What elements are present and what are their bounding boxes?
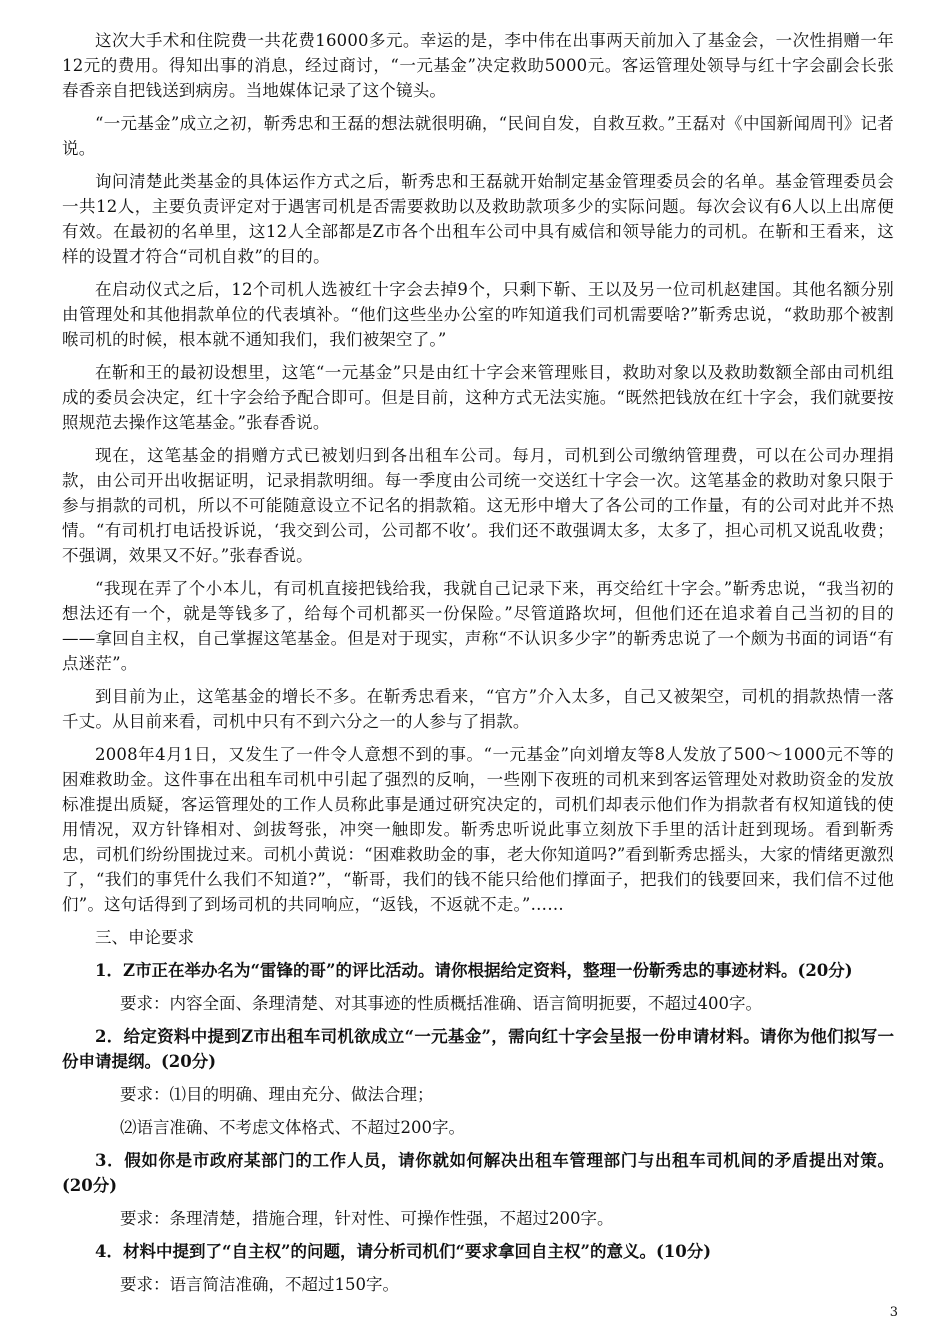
question-4-requirement: 要求：语言简洁准确，不超过150字。 bbox=[120, 1275, 399, 1294]
paragraph-launch-ceremony: 在启动仪式之后，12个司机人选被红十字会去掉9个，只剩下靳、王以及另一位司机赵建国。其他名额分别由管理处和其他捐款单位的代表填补。“他们这些坐办公室的咋知道我们司机需要啥?”靳秀忠说，“救助那个被割喉司机的时候，根本就不通知我们，我们被架空了。” bbox=[62, 280, 894, 349]
section-heading: 三、申论要求 bbox=[95, 928, 194, 947]
question-4: 4．材料中提到了“自主权”的问题，请分析司机们“要求拿回自主权”的意义。(10分) bbox=[95, 1242, 712, 1261]
question-3: 3．假如你是市政府某部门的工作人员，请你就如何解决出租车管理部门与出租车司机间的矛盾提出对策。(20分) bbox=[62, 1151, 894, 1195]
paragraph-notebook: “我现在弄了个小本儿，有司机直接把钱给我，我就自己记录下来，再交给红十字会。”靳秀忠说，“我当初的想法还有一个，就是等钱多了，给每个司机都买一份保险。”尽管道路坎坷，但他们还在追求着自己当初的目的——拿回自主权，自己掌握这笔基金。但是对于现实，声称“不认识多少字”的靳秀忠说了一个颇为书面的词语“有点迷茫”。 bbox=[62, 579, 894, 673]
page-number: 3 bbox=[889, 1305, 898, 1320]
document-page bbox=[62, 28, 894, 1305]
question-2-requirement-2: ⑵语言准确、不考虑文体格式、不超过200字。 bbox=[120, 1118, 465, 1137]
question-2-requirement-1: 要求：⑴目的明确、理由充分、做法合理； bbox=[120, 1085, 434, 1104]
paragraph-fund-founding-idea: “一元基金”成立之初，靳秀忠和王磊的想法就很明确，“民间自发，自救互救。”王磊对《中国新闻周刊》记者说。 bbox=[62, 114, 894, 158]
question-3-requirement: 要求：条理清楚，措施合理，针对性、可操作性强，不超过200字。 bbox=[120, 1209, 614, 1228]
paragraph-donation-method: 现在，这笔基金的捐赠方式已被划归到各出租车公司。每月，司机到公司缴纳管理费，可以在公司办理捐款，由公司开出收据证明，记录捐款明细。每一季度由公司统一交送红十字会一次。这笔基金的救助对象只限于参与捐款的司机，所以不可能随意设立不记名的捐款箱。这无形中增大了各公司的工作量，有的公司对此并不热情。“有司机打电话投诉说，‘我交到公司，公司都不收’。我们还不敢强调太多，太多了，担心司机又说乱收费；不强调，效果又不好。”张春香说。 bbox=[62, 446, 894, 565]
paragraph-fund-growth: 到目前为止，这笔基金的增长不多。在靳秀忠看来，“官方”介入太多，自己又被架空，司机的捐款热情一落千丈。从目前来看，司机中只有不到六分之一的人参与了捐款。 bbox=[62, 687, 894, 731]
paragraph-original-plan: 在靳和王的最初设想里，这笔“一元基金”只是由红十字会来管理账目，救助对象以及救助数额全部由司机组成的委员会决定，红十字会给予配合即可。但是目前，这种方式无法实施。“既然把钱放在红十字会，我们就要按照规范去操作这笔基金。”张春香说。 bbox=[62, 363, 894, 432]
question-1: 1．Z市正在举办名为“雷锋的哥”的评比活动。请你根据给定资料，整理一份靳秀忠的事迹材料。(20分) bbox=[95, 961, 853, 980]
paragraph-surgery-cost: 这次大手术和住院费一共花费16000多元。幸运的是，李中伟在出事两天前加入了基金会，一次性捐赠一年12元的费用。得知出事的消息，经过商讨，“一元基金”决定救助5000元。客运管理处领导与红十字会副会长张春香亲自把钱送到病房。当地媒体记录了这个镜头。 bbox=[62, 31, 894, 100]
paragraph-april-incident: 2008年4月1日，又发生了一件令人意想不到的事。“一元基金”向刘增友等8人发放了500～1000元不等的困难救助金。这件事在出租车司机中引起了强烈的反响，一些刚下夜班的司机来到客运管理处对救助资金的发放标准提出质疑，客运管理处的工作人员称此事是通过研究决定的，司机们却表示他们作为捐款者有权知道钱的使用情况，双方针锋相对、剑拔弩张，冲突一触即发。靳秀忠听说此事立刻放下手里的活计赶到现场。看到靳秀忠，司机们纷纷围拢过来。司机小黄说：“困难救助金的事，老大你知道吗?”看到靳秀忠摇头，大家的情绪更激烈了，“我们的事凭什么我们不知道?”，“靳哥，我们的钱不能只给他们撑面子，把我们的钱要回来，我们信不过他们”。这句话得到了到场司机的共同响应，“返钱，不返就不走。”…… bbox=[62, 745, 894, 914]
paragraph-committee-list: 询问清楚此类基金的具体运作方式之后，靳秀忠和王磊就开始制定基金管理委员会的名单。基金管理委员会一共12人，主要负责评定对于遇害司机是否需要救助以及救助款项多少的实际问题。每次会议有6人以上出席便有效。在最初的名单里，这12人全部都是Z市各个出租车公司中具有威信和领导能力的司机。在靳和王看来，这样的设置才符合“司机自救”的目的。 bbox=[62, 172, 894, 266]
question-1-requirement: 要求：内容全面、条理清楚、对其事迹的性质概括准确、语言简明扼要，不超过400字。 bbox=[120, 994, 762, 1013]
question-2: 2．给定资料中提到Z市出租车司机欲成立“一元基金”，需向红十字会呈报一份申请材料。请你为他们拟写一份申请提纲。(20分) bbox=[62, 1027, 894, 1071]
